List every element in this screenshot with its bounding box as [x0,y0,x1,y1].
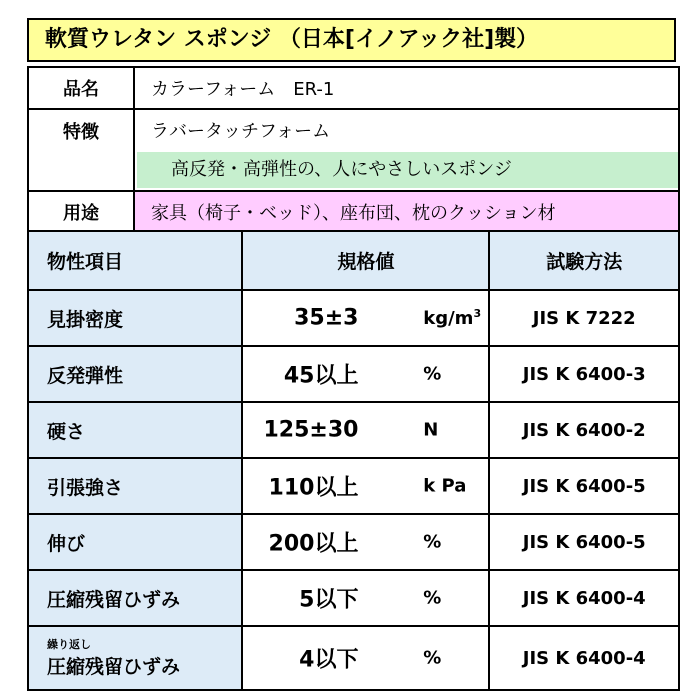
test-method: JIS K 6400-4 [489,570,679,626]
spec-unit: % [423,531,442,553]
name-label: 品名 [28,67,134,109]
header-spec: 規格値 [242,231,489,290]
table-row [28,402,679,458]
feature-label: 特徴 [28,109,134,191]
property-name-cell [28,626,242,690]
property-name: 見掛密度 [28,290,242,346]
spec-unit: N [423,419,439,441]
spec-unit: % [423,587,442,609]
test-method: JIS K 7222 [489,290,679,346]
property-name: 圧縮残留ひずみ [28,570,242,626]
feature-value-1: ラバータッチフォーム [134,109,679,150]
spec-cell [242,570,489,626]
property-name: 伸び [28,514,242,570]
spec-unit: % [423,647,442,669]
header-item: 物性項目 [28,231,242,290]
use-label: 用途 [28,191,134,233]
header-method: 試験方法 [489,231,679,290]
test-method: JIS K 6400-4 [489,626,679,690]
name-value: カラーフォーム ER-1 [134,67,679,109]
spec-cell [242,626,489,690]
spec-cell [242,458,489,514]
spec-cell [242,346,489,402]
info-row-feature [28,109,679,150]
property-name: 反発弾性 [28,346,242,402]
page-title: 軟質ウレタン スポンジ （日本[イノアック社]製） [27,18,676,62]
test-method: JIS K 6400-5 [489,458,679,514]
spec-unit-exponent: 3 [473,307,482,320]
property-name: 硬さ [28,402,242,458]
spec-cell [242,402,489,458]
properties-header-row [28,231,679,290]
spec-cell [242,514,489,570]
spec-value: 110以上 [268,475,359,501]
spec-value: 35±3 [294,305,359,331]
feature-value-2: 高反発・高弾性の、人にやさしいスポンジ [137,152,678,188]
feature-value-2-cell [134,150,679,191]
spec-unit: % [423,363,442,385]
info-row-use [28,191,679,233]
spec-value: 125±30 [263,417,359,443]
product-info-table [27,66,680,234]
table-row [28,290,679,346]
table-row [28,570,679,626]
spec-unit: k Pa [423,475,467,497]
spec-value: 45以上 [283,363,359,389]
spec-value: 4以下 [299,647,359,673]
property-name: 圧縮残留ひずみ [47,655,181,678]
property-name: 引張強さ [28,458,242,514]
test-method: JIS K 6400-3 [489,346,679,402]
table-row [28,346,679,402]
table-row [28,514,679,570]
table-row [28,458,679,514]
test-method: JIS K 6400-2 [489,402,679,458]
info-row-name [28,67,679,109]
property-name-prefix: 繰り返し [47,637,91,651]
table-row [28,626,679,690]
properties-table [27,230,680,691]
use-value: 家具（椅子・ベッド）、座布団、枕のクッション材 [134,191,679,233]
spec-unit-base: kg/m [423,308,474,329]
test-method: JIS K 6400-5 [489,514,679,570]
spec-unit [423,307,481,329]
spec-value: 200以上 [268,531,359,557]
spec-value: 5以下 [299,587,359,613]
spec-cell [242,290,489,346]
